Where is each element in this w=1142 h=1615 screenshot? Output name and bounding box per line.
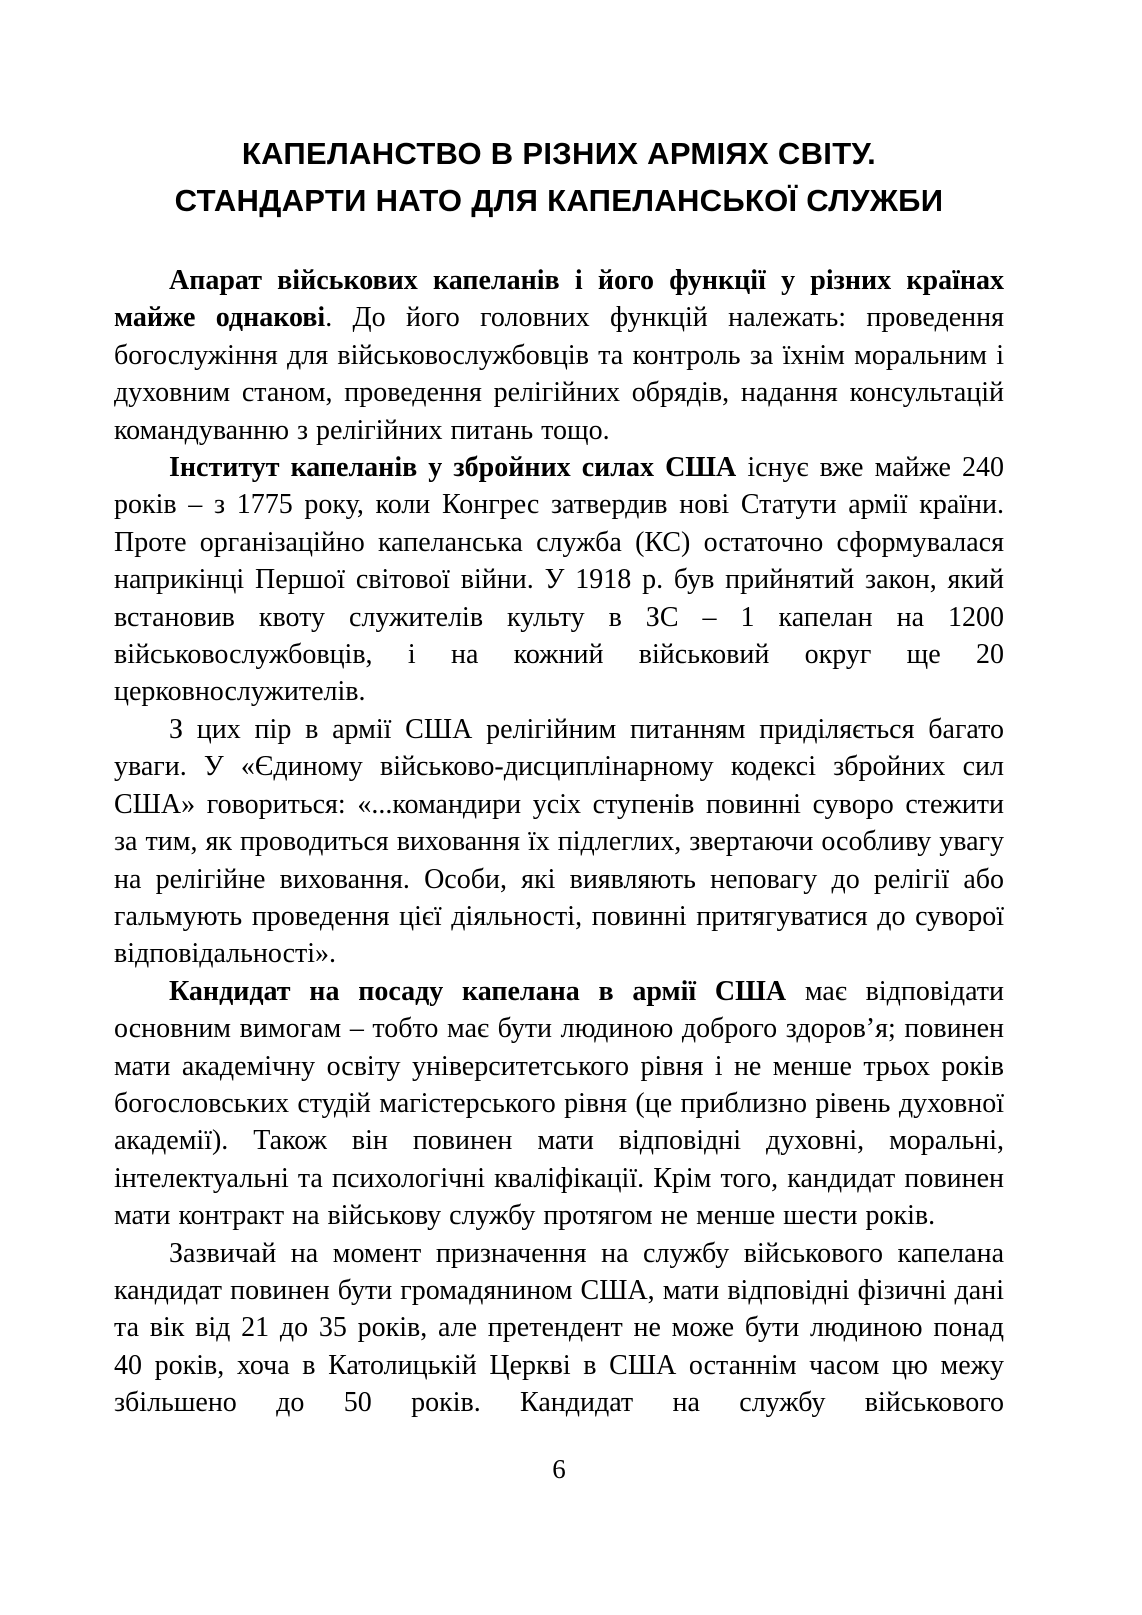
document-body bbox=[114, 262, 1004, 1422]
paragraph-3-text: З цих пір в армії США релігійним питанням приділяється багато уваги. У «Єдиному військово-дисциплінарному кодексі збройних сил США» говориться: «...командири усіх ступенів повинні суворо стежити за тим, як проводиться виховання їх підлеглих, звертаючи особливу увагу на релігійне виховання. Особи, які виявляють неповагу до релігії або гальмують проведення цієї діяльності, повинні притягуватися до суворої відповідальності». bbox=[114, 713, 1004, 970]
paragraph-2-bold-lead: Інститут капеланів у збройних силах США bbox=[169, 452, 737, 484]
paragraph-3 bbox=[114, 711, 1004, 973]
paragraph-4-text: має відповідати основним вимогам – тобто має бути людиною доброго здоров’я; повинен мати академічну освіту університетського рівня і не менше трьох років богословських студій магістерського рівня (це приблизно рівень духовної академії). Також він повинен мати відповідні духовні, моральні, інтелектуальні та психологічні кваліфікації. Крім того, кандидат повинен мати контракт на військову службу протягом не менше шести років. bbox=[114, 975, 1005, 1232]
page-number: 6 bbox=[552, 1453, 566, 1484]
paragraph-1-text: . До його головних функцій належать: проведення богослужіння для військовослужбовців та контроль за їхнім моральним і духовним станом, проведення релігійних обрядів, надання консультацій командуванню з релігійних питань тощо. bbox=[114, 302, 1004, 446]
paragraph-2 bbox=[114, 449, 1004, 711]
paragraph-2-text: існує вже майже 240 років – з 1775 року, коли Конгрес затвердив нові Статути армії країни. Проте організаційно капеланська служба (КС) остаточно сформувалася наприкінці Першої світової війни. У 1918 р. був прийнятий закон, який встановив квоту служителів культу в ЗС – 1 капелан на 1200 військовослужбовців, і на кожний військовий округ ще 20 церковнослужителів. bbox=[114, 452, 1004, 708]
page-title bbox=[114, 130, 1004, 224]
paragraph-1 bbox=[114, 262, 1004, 449]
paragraph-4-bold-lead: Кандидат на посаду капелана в армії США bbox=[169, 975, 787, 1007]
paragraph-4 bbox=[114, 973, 1004, 1235]
paragraph-5-text: Зазвичай на момент призначення на службу військового капелана кандидат повинен бути громадянином США, мати відповідні фізичні дані та вік від 21 до 35 років, але претендент не може бути людиною понад 40 років, хоча в Католицькій Церкві в США останнім часом цю межу збільшено до 50 років. Кандидат на службу військового bbox=[114, 1237, 1004, 1419]
paragraph-5 bbox=[114, 1235, 1004, 1422]
page-title-line-1: КАПЕЛАНСТВО В РІЗНИХ АРМІЯХ СВІТУ. bbox=[241, 136, 877, 171]
paragraph-1-bold-lead: Апарат військових капеланів і його функції у різних країнах майже однакові bbox=[114, 265, 1004, 334]
page-title-line-2: СТАНДАРТИ НАТО ДЛЯ КАПЕЛАНСЬКОЇ СЛУЖБИ bbox=[174, 183, 944, 218]
